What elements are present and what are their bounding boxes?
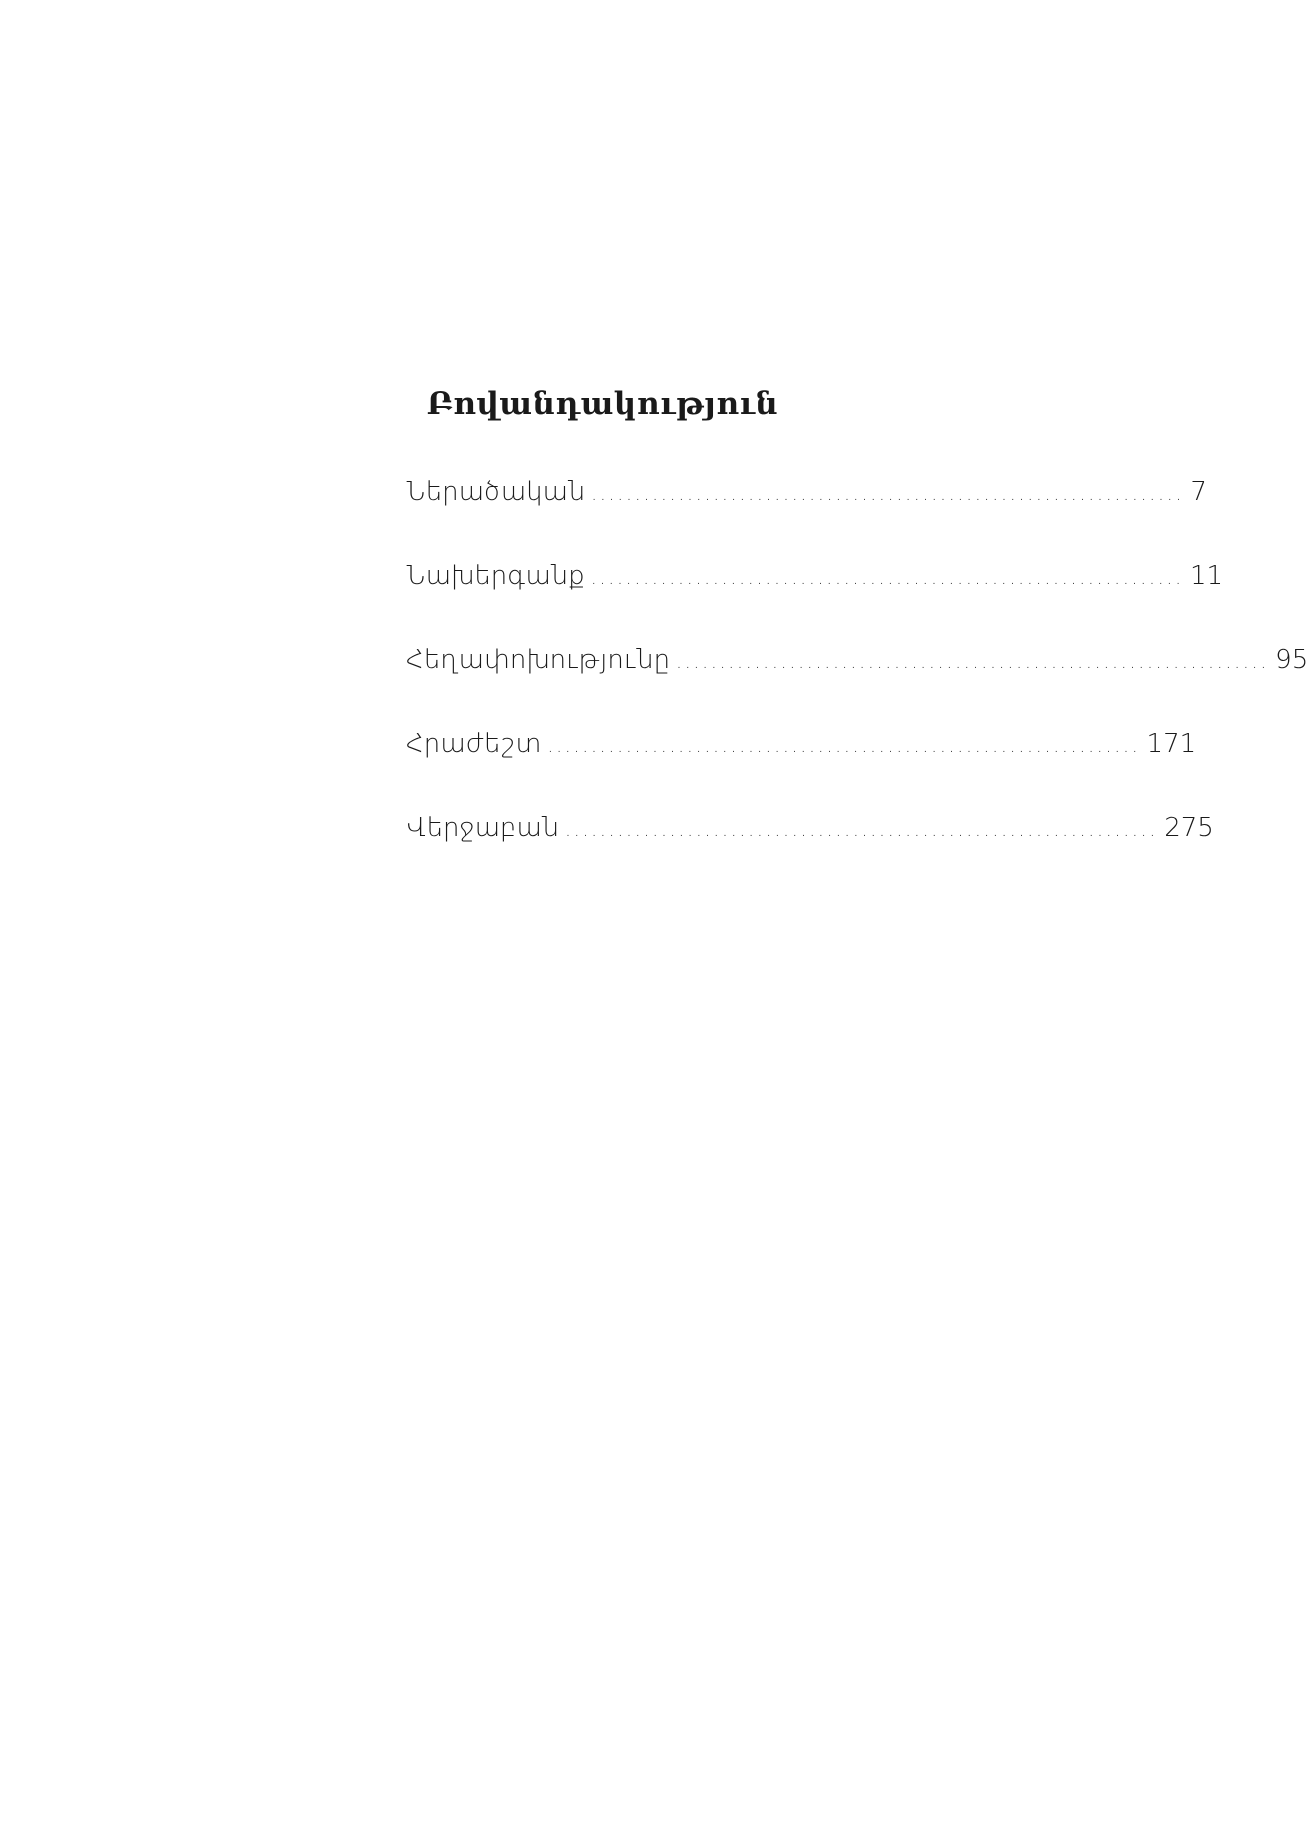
toc-entry-page-number: 7 [1190, 477, 1207, 507]
toc-entry-page-number: 95 [1275, 645, 1308, 675]
toc-entry-page-number: 275 [1164, 813, 1214, 843]
dot-leader: .................................................................... [676, 652, 1270, 673]
dot-leader: .................................................................... [547, 736, 1141, 757]
toc-title: Բովանդակություն [426, 386, 779, 422]
toc-entry-label: Հեղափոխությունը [406, 645, 671, 675]
toc-entry[interactable] [406, 638, 1308, 722]
dot-leader: .................................................................... [591, 484, 1185, 505]
toc-entry-page-number: 11 [1190, 561, 1224, 591]
toc-entry-label: Նախերգանք [406, 561, 585, 591]
toc-entry-page-number: 171 [1146, 729, 1197, 759]
dot-leader: .................................................................... [565, 820, 1159, 841]
toc-entry[interactable] [406, 470, 1207, 554]
dot-leader: .................................................................... [590, 568, 1184, 589]
toc-entry-label: Հրաժեշտ [406, 729, 542, 759]
toc-entry-label: Ներածական [406, 477, 586, 507]
toc-entry-label: Վերջաբան [406, 813, 560, 843]
toc-list [406, 470, 1308, 890]
toc-entry[interactable] [406, 554, 1224, 638]
toc-entry[interactable] [406, 722, 1197, 806]
toc-entry[interactable] [406, 806, 1214, 890]
